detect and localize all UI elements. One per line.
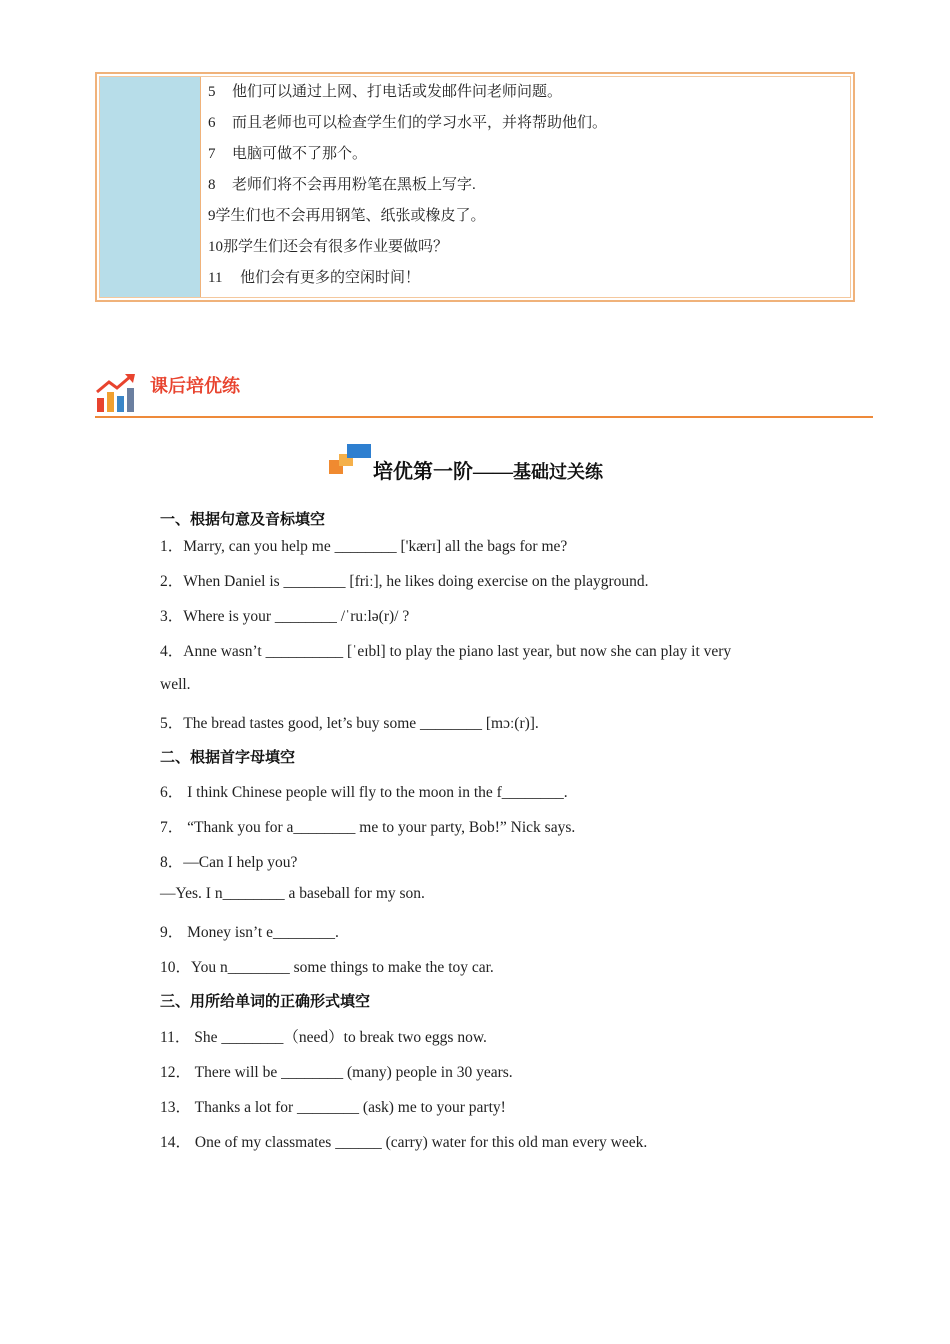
section-title: 课后培优练	[150, 376, 240, 397]
subsection-title	[373, 455, 603, 484]
section-divider	[95, 416, 873, 418]
question-3: 3．Where is your ________ /ˈruːlə(r)/ ?	[160, 608, 410, 625]
table-row	[208, 143, 607, 174]
row-text: 他们可以通过上网、打电话或发邮件问老师问题。	[232, 84, 563, 100]
question-11: 11． She ________（need）to break two eggs now.	[160, 1029, 487, 1046]
question-2: 2．When Daniel is ________ [friː], he likes doing exercise on the playground.	[160, 573, 649, 590]
part3-heading: 三、用所给单词的正确形式填空	[160, 992, 371, 1010]
subsection-title-sub: 基础过关练	[513, 462, 603, 482]
row-number: 10	[208, 239, 223, 255]
row-text: 而且老师也可以检查学生们的学习水平，并将帮助他们。	[232, 115, 608, 131]
row-number: 11	[208, 270, 223, 286]
question-7: 7． “Thank you for a________ me to your party, Bob!” Nick says.	[160, 819, 576, 836]
question-8: 8．—Can I help you?	[160, 854, 298, 871]
question-12: 12． There will be ________ (many) people in 30 years.	[160, 1064, 513, 1081]
part2-heading: 二、根据首字母填空	[160, 748, 296, 766]
stairs-icon	[329, 444, 371, 474]
subsection-title-main: 培优第一阶——	[373, 461, 513, 483]
table-row	[208, 112, 607, 143]
table-row	[208, 81, 607, 112]
question-6: 6． I think Chinese people will fly to the moon in the f________.	[160, 784, 568, 801]
table-row	[208, 267, 607, 298]
question-4-continued: well.	[160, 676, 191, 693]
row-number: 9	[208, 208, 216, 224]
question-14: 14． One of my classmates ______ (carry) water for this old man every week.	[160, 1134, 648, 1151]
row-text: 那学生们还会有很多作业要做吗？	[223, 239, 449, 255]
question-13: 13． Thanks a lot for ________ (ask) me to your party!	[160, 1099, 506, 1116]
row-number: 8	[208, 177, 216, 193]
row-text: 他们会有更多的空闲时间！	[240, 270, 421, 286]
question-10: 10．You n________ some things to make the toy car.	[160, 959, 494, 976]
row-text: 老师们将不会再用粉笔在黑板上写字.	[232, 177, 476, 193]
table-row	[208, 205, 607, 236]
row-text: 学生们也不会再用钢笔、纸张或橡皮了。	[215, 208, 486, 224]
question-8-answer: —Yes. I n________ a baseball for my son.	[160, 885, 425, 902]
translation-table	[95, 72, 855, 302]
bar-chart-growth-icon	[95, 372, 137, 414]
question-4: 4．Anne wasn’t __________ [ˈeɪbl] to play the piano last year, but now she can play it very	[160, 643, 732, 660]
table-rows	[208, 81, 607, 298]
question-1: 1．Marry, can you help me ________ ['kærɪ] all the bags for me?	[160, 538, 568, 555]
question-9: 9． Money isn’t e________.	[160, 924, 339, 941]
question-5: 5．The bread tastes good, let’s buy some ________ [mɔː(r)].	[160, 715, 539, 732]
row-number: 7	[208, 146, 216, 162]
table-inner-border	[99, 76, 851, 298]
table-row	[208, 174, 607, 205]
table-row	[208, 236, 607, 267]
part1-heading: 一、根据句意及音标填空	[160, 510, 326, 528]
row-number: 6	[208, 115, 216, 131]
table-label-cell	[100, 77, 201, 297]
row-number: 5	[208, 84, 216, 100]
row-text: 电脑可做不了那个。	[232, 146, 368, 162]
